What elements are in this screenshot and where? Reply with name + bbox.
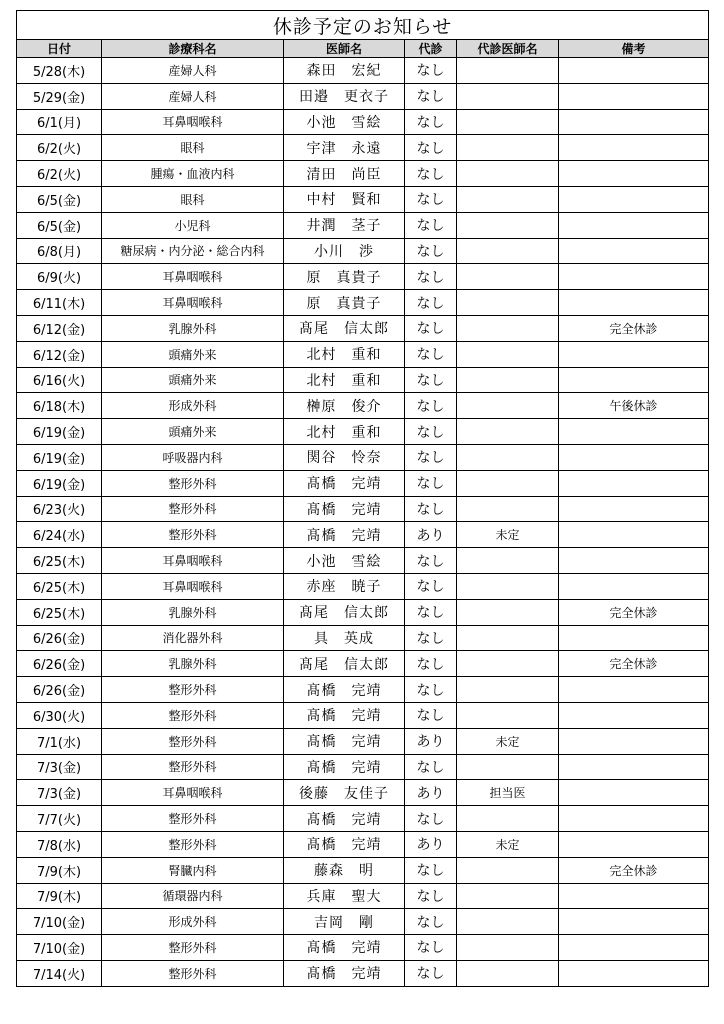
table-row [17,83,709,109]
cell-date: 6/19(金) [17,419,102,445]
cell-department: 乳腺外科 [102,599,284,625]
cell-doctor: 髙橋 完靖 [284,522,405,548]
cell-department: 耳鼻咽喉科 [102,109,284,135]
cell-substitute-doctor [457,677,559,703]
cell-substitute-doctor [457,135,559,161]
cell-doctor: 関谷 怜奈 [284,444,405,470]
cell-department: 乳腺外科 [102,315,284,341]
cell-doctor: 髙橋 完靖 [284,728,405,754]
cell-date: 7/10(金) [17,909,102,935]
cell-department: 耳鼻咽喉科 [102,780,284,806]
cell-doctor: 北村 重和 [284,419,405,445]
table-row [17,135,709,161]
table-row [17,444,709,470]
cell-date: 6/26(金) [17,677,102,703]
cell-date: 7/8(水) [17,831,102,857]
cell-date: 6/30(火) [17,702,102,728]
cell-doctor: 髙橋 完靖 [284,960,405,986]
cell-substitute-doctor: 未定 [457,831,559,857]
cell-substitute: あり [405,831,457,857]
cell-substitute-doctor [457,315,559,341]
cell-date: 7/14(火) [17,960,102,986]
cell-remarks [559,702,709,728]
cell-date: 6/12(金) [17,315,102,341]
cell-date: 6/2(火) [17,135,102,161]
cell-substitute: なし [405,573,457,599]
cell-remarks [559,367,709,393]
cell-remarks [559,909,709,935]
cell-remarks [559,935,709,961]
cell-substitute-doctor [457,264,559,290]
cell-substitute: なし [405,960,457,986]
cell-substitute: なし [405,290,457,316]
cell-remarks: 完全休診 [559,315,709,341]
cell-substitute-doctor [457,444,559,470]
cell-substitute: なし [405,367,457,393]
cell-substitute-doctor [457,806,559,832]
table-row [17,186,709,212]
cell-date: 6/1(月) [17,109,102,135]
cell-department: 耳鼻咽喉科 [102,290,284,316]
header-date: 日付 [17,40,102,58]
cell-department: 乳腺外科 [102,651,284,677]
table-row [17,599,709,625]
cell-substitute-doctor [457,109,559,135]
cell-department: 腎臓内科 [102,857,284,883]
cell-doctor: 榊原 俊介 [284,393,405,419]
cell-department: 整形外科 [102,960,284,986]
cell-department: 産婦人科 [102,83,284,109]
cell-doctor: 赤座 暁子 [284,573,405,599]
cell-substitute-doctor [457,960,559,986]
cell-department: 整形外科 [102,728,284,754]
cell-substitute-doctor [457,702,559,728]
cell-doctor: 髙橋 完靖 [284,470,405,496]
table-row [17,522,709,548]
cell-substitute: なし [405,702,457,728]
cell-remarks [559,58,709,84]
cell-remarks [559,135,709,161]
table-row [17,393,709,419]
cell-substitute-doctor [457,883,559,909]
cell-substitute: なし [405,935,457,961]
cell-substitute: なし [405,109,457,135]
cell-substitute-doctor [457,341,559,367]
cell-remarks [559,161,709,187]
table-row [17,496,709,522]
cell-doctor: 北村 重和 [284,367,405,393]
cell-doctor: 宇津 永遠 [284,135,405,161]
cell-remarks [559,109,709,135]
cell-substitute: なし [405,212,457,238]
cell-doctor: 髙橋 完靖 [284,831,405,857]
cell-doctor: 小池 雪絵 [284,109,405,135]
cell-date: 6/18(木) [17,393,102,419]
cell-department: 耳鼻咽喉科 [102,264,284,290]
table-row [17,702,709,728]
cell-substitute: あり [405,728,457,754]
cell-doctor: 髙尾 信太郎 [284,599,405,625]
cell-date: 6/19(金) [17,444,102,470]
cell-doctor: 髙尾 信太郎 [284,651,405,677]
table-row [17,960,709,986]
cell-remarks [559,290,709,316]
cell-department: 整形外科 [102,935,284,961]
cell-substitute-doctor [457,935,559,961]
cell-substitute-doctor [457,83,559,109]
table-row [17,315,709,341]
cell-doctor: 兵庫 聖大 [284,883,405,909]
cell-date: 6/23(火) [17,496,102,522]
cell-remarks [559,548,709,574]
cell-date: 6/12(金) [17,341,102,367]
cell-substitute-doctor [457,625,559,651]
cell-date: 6/5(金) [17,212,102,238]
cell-date: 7/10(金) [17,935,102,961]
cell-substitute: なし [405,677,457,703]
cell-remarks [559,806,709,832]
table-row [17,883,709,909]
cell-substitute: なし [405,806,457,832]
cell-department: 眼科 [102,135,284,161]
cell-remarks [559,470,709,496]
cell-remarks [559,625,709,651]
cell-department: 頭痛外来 [102,367,284,393]
cell-department: 整形外科 [102,754,284,780]
cell-department: 形成外科 [102,909,284,935]
cell-remarks [559,780,709,806]
table-row [17,419,709,445]
table-row [17,651,709,677]
table-row [17,909,709,935]
header-remarks: 備考 [559,40,709,58]
header-substitute-doctor: 代診医師名 [457,40,559,58]
cell-substitute: あり [405,522,457,548]
cell-date: 5/28(木) [17,58,102,84]
table-row [17,470,709,496]
cell-substitute: なし [405,599,457,625]
cell-remarks: 午後休診 [559,393,709,419]
cell-doctor: 田邉 更衣子 [284,83,405,109]
cell-department: 整形外科 [102,806,284,832]
cell-substitute: あり [405,780,457,806]
cell-substitute-doctor [457,470,559,496]
header-doctor: 医師名 [284,40,405,58]
table-row [17,728,709,754]
cell-date: 6/11(木) [17,290,102,316]
cell-date: 6/2(火) [17,161,102,187]
cell-substitute: なし [405,135,457,161]
cell-date: 6/19(金) [17,470,102,496]
cell-department: 糖尿病・内分泌・総合内科 [102,238,284,264]
table-row [17,780,709,806]
cell-substitute: なし [405,186,457,212]
table-row [17,857,709,883]
cell-substitute: なし [405,470,457,496]
table-row [17,806,709,832]
cell-substitute: なし [405,548,457,574]
cell-date: 6/25(木) [17,548,102,574]
cell-remarks [559,883,709,909]
cell-substitute: なし [405,909,457,935]
table-row [17,290,709,316]
cell-doctor: 具 英成 [284,625,405,651]
cell-substitute: なし [405,341,457,367]
cell-department: 小児科 [102,212,284,238]
cell-doctor: 髙尾 信太郎 [284,315,405,341]
cell-department: 眼科 [102,186,284,212]
cell-substitute: なし [405,754,457,780]
cell-department: 形成外科 [102,393,284,419]
table-row [17,677,709,703]
table-row [17,831,709,857]
cell-department: 整形外科 [102,677,284,703]
cell-substitute-doctor [457,857,559,883]
cell-doctor: 髙橋 完靖 [284,806,405,832]
cell-substitute-doctor: 未定 [457,728,559,754]
cell-date: 6/26(金) [17,625,102,651]
cell-doctor: 小川 渉 [284,238,405,264]
closure-schedule-table [16,10,709,987]
cell-doctor: 清田 尚臣 [284,161,405,187]
cell-date: 6/26(金) [17,651,102,677]
cell-department: 整形外科 [102,470,284,496]
cell-remarks [559,341,709,367]
cell-doctor: 髙橋 完靖 [284,935,405,961]
cell-remarks [559,496,709,522]
table-row [17,109,709,135]
cell-department: 循環器内科 [102,883,284,909]
cell-substitute: なし [405,58,457,84]
cell-department: 産婦人科 [102,58,284,84]
cell-substitute: なし [405,883,457,909]
cell-doctor: 後藤 友佳子 [284,780,405,806]
cell-date: 6/25(木) [17,599,102,625]
page-title: 休診予定のお知らせ [17,11,709,40]
table-header-row [17,40,709,58]
cell-substitute: なし [405,444,457,470]
cell-substitute-doctor [457,238,559,264]
cell-date: 7/3(金) [17,780,102,806]
cell-department: 頭痛外来 [102,341,284,367]
table-row [17,161,709,187]
cell-doctor: 髙橋 完靖 [284,702,405,728]
cell-date: 6/16(火) [17,367,102,393]
cell-substitute: なし [405,264,457,290]
cell-substitute-doctor [457,186,559,212]
table-row [17,625,709,651]
table-row [17,935,709,961]
cell-remarks [559,186,709,212]
cell-remarks: 完全休診 [559,857,709,883]
cell-remarks [559,238,709,264]
cell-date: 7/9(木) [17,857,102,883]
cell-substitute-doctor [457,212,559,238]
cell-doctor: 吉岡 剛 [284,909,405,935]
cell-doctor: 井潤 茎子 [284,212,405,238]
cell-remarks [559,264,709,290]
cell-substitute-doctor [457,161,559,187]
cell-department: 頭痛外来 [102,419,284,445]
cell-substitute: なし [405,161,457,187]
cell-substitute: なし [405,651,457,677]
cell-substitute-doctor [457,496,559,522]
cell-substitute-doctor [457,909,559,935]
cell-date: 7/9(木) [17,883,102,909]
table-row [17,341,709,367]
cell-date: 5/29(金) [17,83,102,109]
cell-substitute: なし [405,315,457,341]
cell-substitute-doctor [457,58,559,84]
cell-remarks [559,728,709,754]
cell-doctor: 髙橋 完靖 [284,754,405,780]
cell-substitute-doctor [457,548,559,574]
cell-substitute-doctor [457,754,559,780]
cell-substitute: なし [405,238,457,264]
table-row [17,58,709,84]
cell-department: 消化器外科 [102,625,284,651]
table-row [17,238,709,264]
cell-doctor: 原 真貴子 [284,290,405,316]
cell-date: 6/5(金) [17,186,102,212]
cell-substitute-doctor [457,599,559,625]
cell-doctor: 北村 重和 [284,341,405,367]
cell-remarks [559,960,709,986]
cell-date: 6/9(火) [17,264,102,290]
cell-department: 耳鼻咽喉科 [102,548,284,574]
table-row [17,754,709,780]
cell-date: 7/3(金) [17,754,102,780]
cell-doctor: 髙橋 完靖 [284,677,405,703]
cell-department: 耳鼻咽喉科 [102,573,284,599]
table-row [17,573,709,599]
cell-doctor: 原 真貴子 [284,264,405,290]
table-row [17,367,709,393]
cell-substitute: なし [405,625,457,651]
cell-substitute-doctor [457,290,559,316]
cell-doctor: 藤森 明 [284,857,405,883]
cell-substitute-doctor [457,419,559,445]
cell-remarks [559,677,709,703]
cell-date: 6/24(水) [17,522,102,548]
cell-substitute: なし [405,857,457,883]
cell-remarks [559,444,709,470]
cell-doctor: 中村 賢和 [284,186,405,212]
cell-substitute-doctor [457,393,559,419]
cell-date: 6/25(木) [17,573,102,599]
cell-remarks [559,522,709,548]
cell-department: 整形外科 [102,522,284,548]
cell-substitute: なし [405,496,457,522]
cell-substitute-doctor [457,367,559,393]
header-substitute: 代診 [405,40,457,58]
cell-substitute: なし [405,393,457,419]
cell-substitute: なし [405,419,457,445]
cell-remarks: 完全休診 [559,599,709,625]
cell-remarks [559,212,709,238]
cell-remarks [559,573,709,599]
cell-department: 腫瘍・血液内科 [102,161,284,187]
cell-remarks [559,419,709,445]
cell-doctor: 森田 宏紀 [284,58,405,84]
cell-department: 整形外科 [102,496,284,522]
cell-remarks [559,83,709,109]
cell-remarks [559,831,709,857]
cell-doctor: 髙橋 完靖 [284,496,405,522]
cell-department: 呼吸器内科 [102,444,284,470]
cell-date: 7/1(水) [17,728,102,754]
cell-date: 6/8(月) [17,238,102,264]
cell-substitute-doctor: 担当医 [457,780,559,806]
cell-doctor: 小池 雪絵 [284,548,405,574]
table-body [17,58,709,987]
table-row [17,212,709,238]
cell-substitute-doctor [457,651,559,677]
header-department: 診療科名 [102,40,284,58]
cell-department: 整形外科 [102,702,284,728]
table-row [17,264,709,290]
table-row [17,548,709,574]
cell-remarks: 完全休診 [559,651,709,677]
cell-department: 整形外科 [102,831,284,857]
cell-date: 7/7(火) [17,806,102,832]
cell-substitute-doctor [457,573,559,599]
cell-substitute: なし [405,83,457,109]
cell-substitute-doctor: 未定 [457,522,559,548]
cell-remarks [559,754,709,780]
